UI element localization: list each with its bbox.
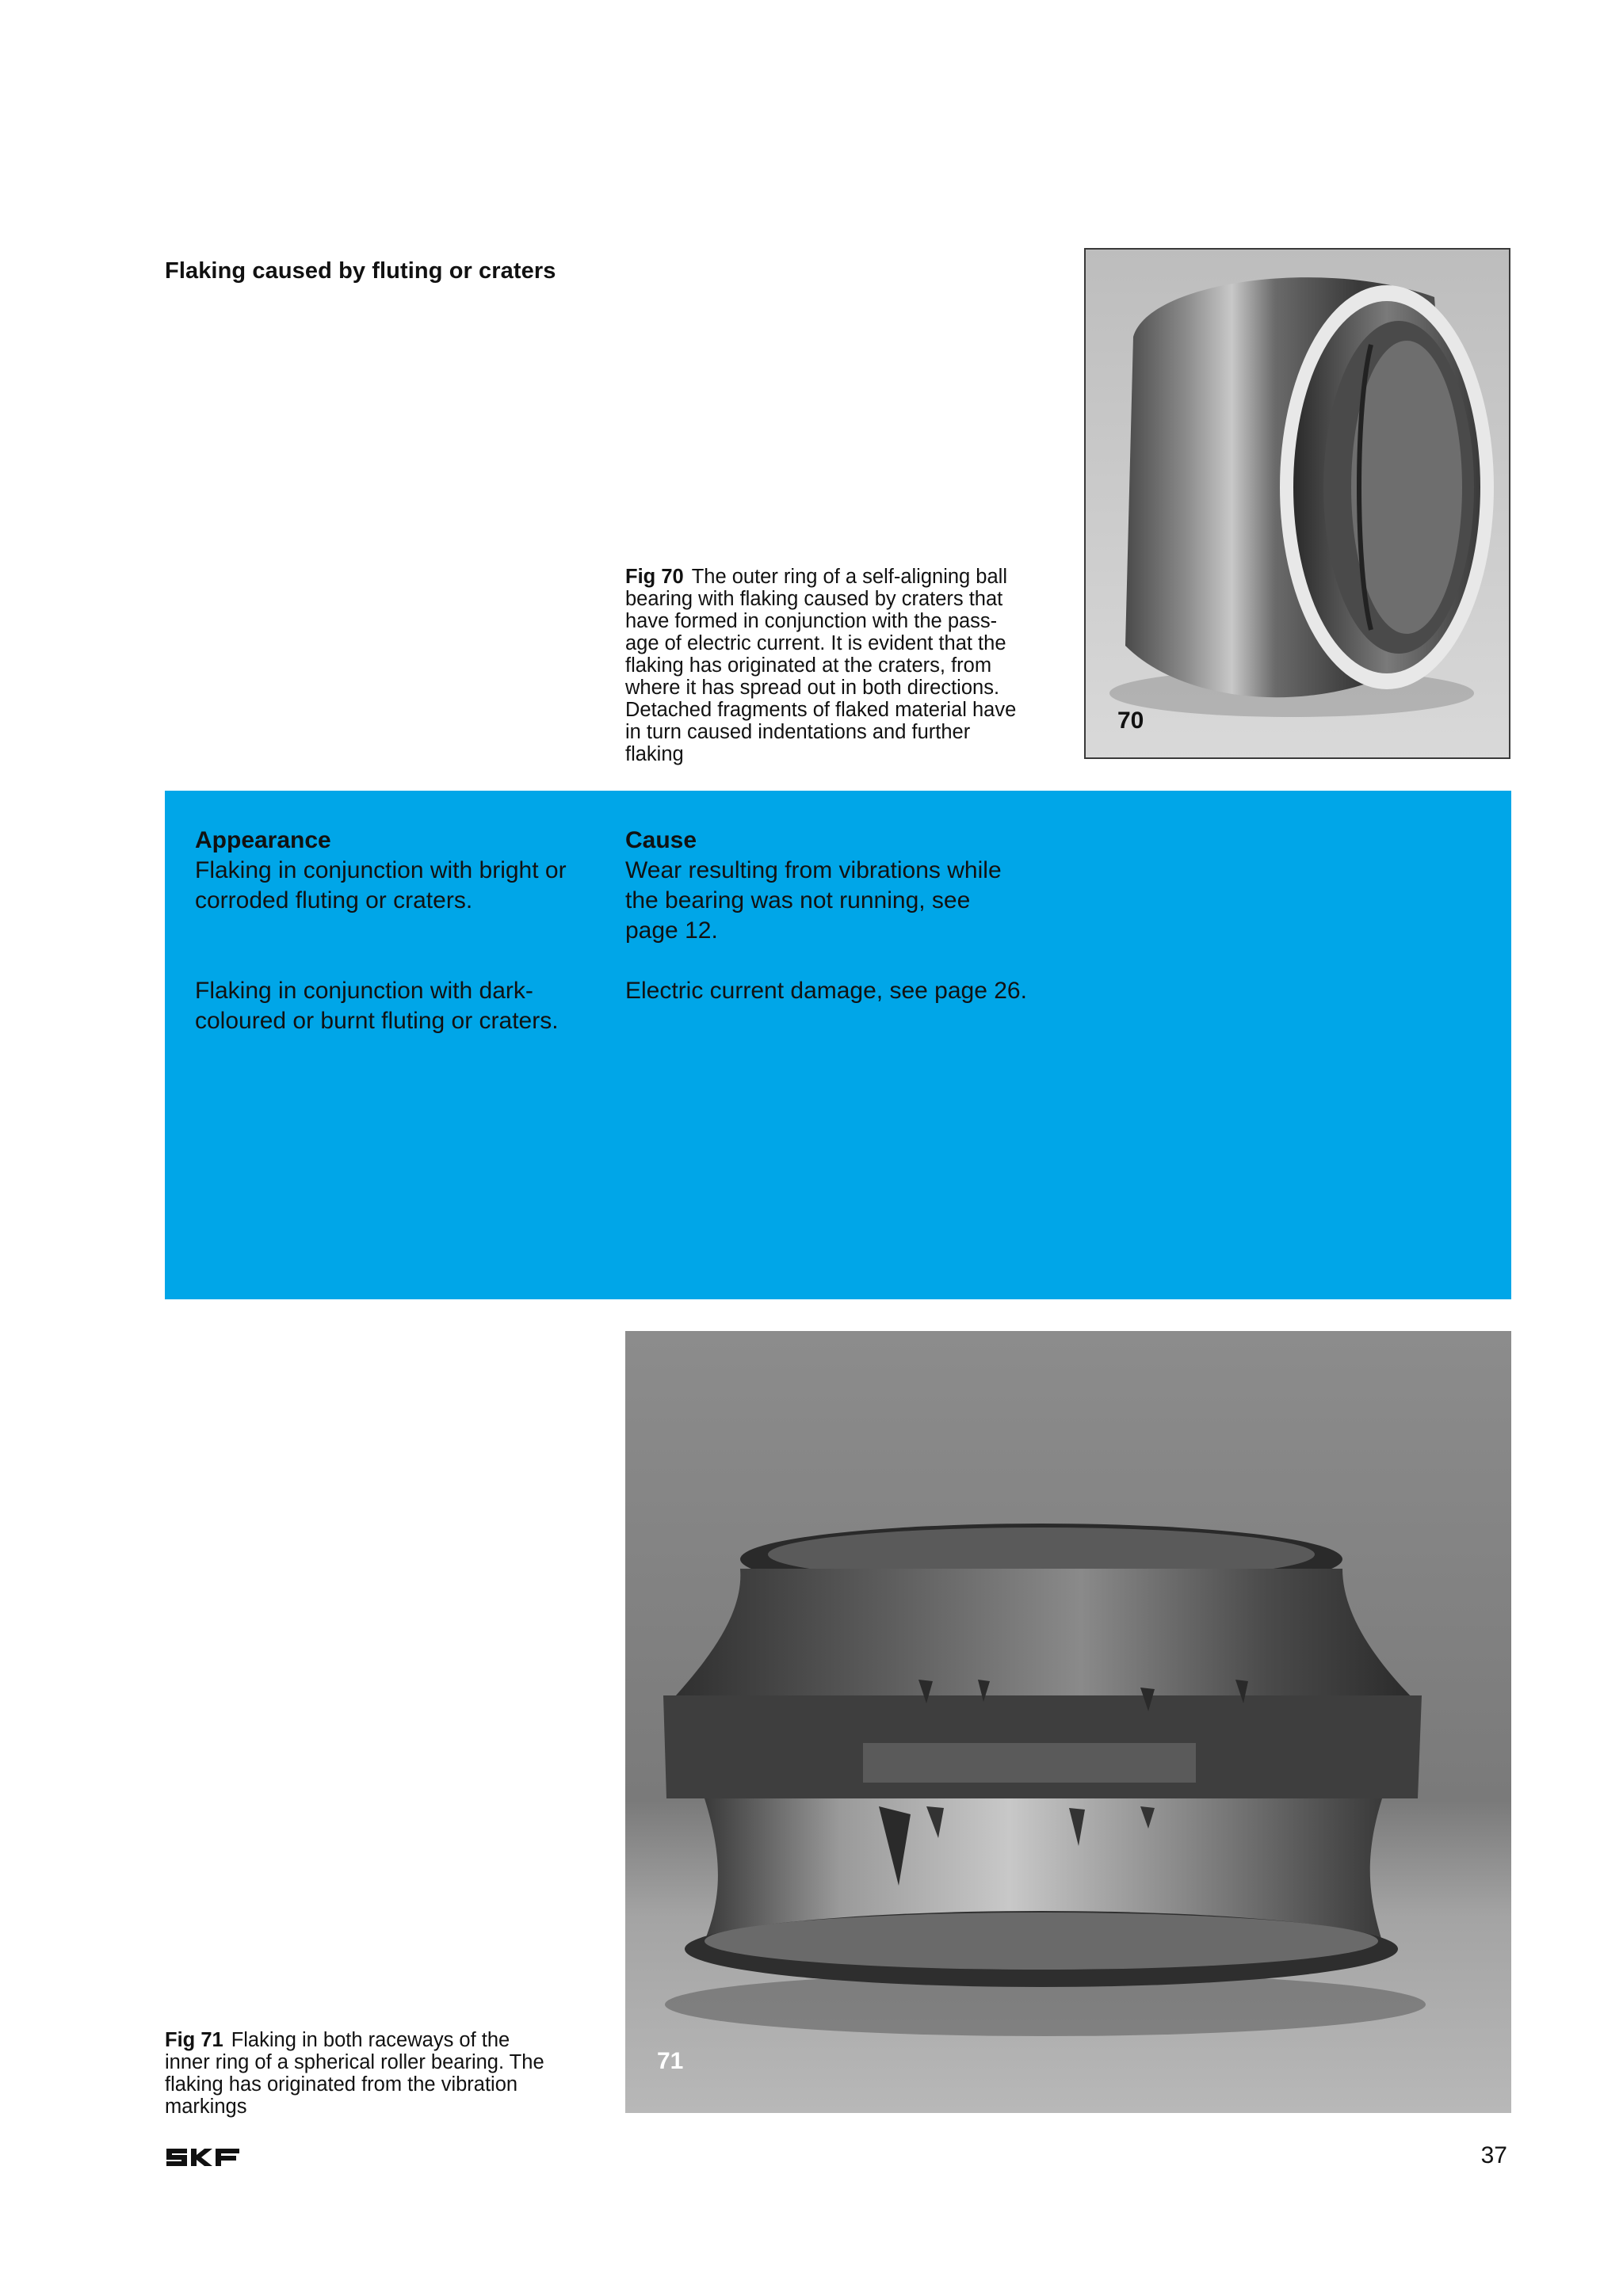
fig70-caption — [625, 566, 1069, 765]
text-line: Flaking in conjunction with bright or — [195, 857, 567, 883]
fig70-photo — [1084, 248, 1510, 759]
text-line: Flaking in conjunction with dark- — [195, 978, 533, 1004]
text-line: Electric current damage, see page 26. — [625, 978, 1027, 1004]
section-heading: Flaking caused by fluting or craters — [165, 258, 556, 284]
page-number: 37 — [1480, 2142, 1507, 2168]
cause-item-2 — [625, 976, 1027, 1006]
caption-line: The outer ring of a self-aligning ball — [691, 566, 1008, 588]
fig71-photo — [625, 1331, 1511, 2113]
caption-line: Flaking in both raceways of the — [231, 2029, 510, 2051]
text-line: coloured or burnt fluting or craters. — [195, 1008, 559, 1034]
caption-line: flaking has originated from the vibration — [165, 2073, 518, 2096]
text-line: the bearing was not running, see — [625, 887, 971, 913]
spherical-roller-inner-ring-illustration — [625, 1331, 1511, 2113]
appearance-item-1 — [195, 856, 567, 916]
appearance-cause-panel — [165, 791, 1511, 1299]
skf-logo — [165, 2147, 241, 2168]
caption-line: bearing with flaking caused by craters that — [625, 588, 1003, 610]
caption-line: flaking has originated at the craters, from — [625, 654, 992, 677]
fig70-label: Fig 70 — [625, 566, 684, 588]
caption-line: have formed in conjunction with the pass- — [625, 610, 998, 632]
caption-line: markings — [165, 2096, 247, 2118]
fig70-number: 70 — [1117, 707, 1144, 734]
fig71-label: Fig 71 — [165, 2029, 223, 2051]
text-line: page 12. — [625, 917, 718, 944]
fig71-caption — [165, 2029, 609, 2118]
skf-logo-mark — [165, 2147, 241, 2168]
cause-title: Cause — [625, 827, 697, 853]
caption-line: in turn caused indentations and further — [625, 721, 971, 743]
caption-line: inner ring of a spherical roller bearing. The — [165, 2051, 544, 2073]
caption-line: where it has spread out in both directions. — [625, 677, 1000, 699]
caption-line: Detached fragments of flaked material have — [625, 699, 1017, 721]
caption-line: age of electric current. It is evident that the — [625, 632, 1006, 654]
text-line: corroded fluting or craters. — [195, 887, 473, 913]
fig71-number: 71 — [657, 2048, 684, 2074]
cause-item-1 — [625, 856, 1002, 946]
text-line: Wear resulting from vibrations while — [625, 857, 1002, 883]
caption-line: flaking — [625, 743, 684, 765]
appearance-item-2 — [195, 976, 559, 1036]
appearance-title: Appearance — [195, 827, 331, 853]
bearing-outer-ring-illustration — [1086, 250, 1510, 759]
